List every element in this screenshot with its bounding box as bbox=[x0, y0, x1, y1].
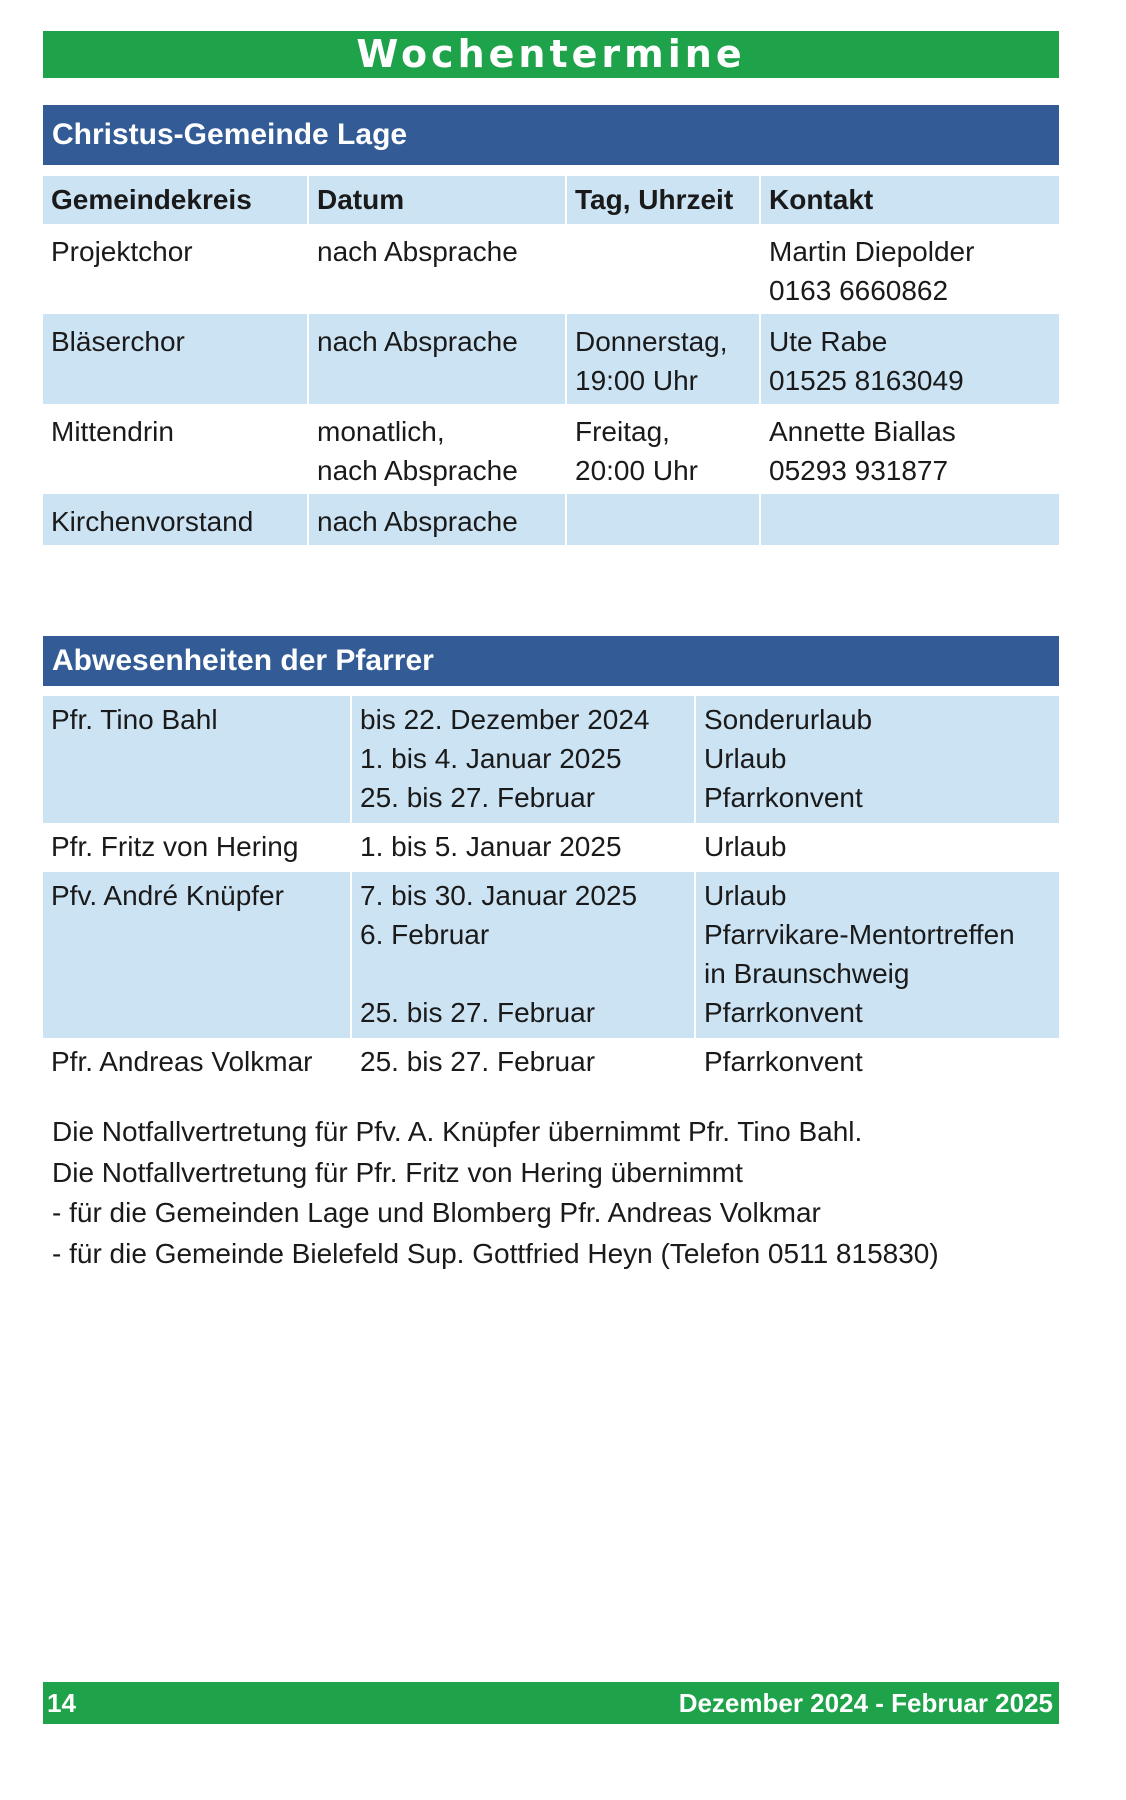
emergency-notes bbox=[52, 1112, 1052, 1274]
table-row bbox=[43, 696, 1059, 823]
page-title: Wochentermine bbox=[356, 32, 746, 76]
date-cell-line: nach Absprache bbox=[317, 326, 518, 357]
page-title-banner bbox=[43, 31, 1059, 78]
absence-dates-cell-line: 1. bis 4. Januar 2025 bbox=[360, 743, 622, 774]
table-row bbox=[43, 494, 1059, 545]
absence-dates-cell-line: 7. bis 30. Januar 2025 bbox=[360, 880, 638, 911]
absence-reason-cell-line: in Braunschweig bbox=[704, 958, 910, 989]
date-cell bbox=[309, 494, 567, 545]
contact-cell-line: 05293 931877 bbox=[769, 455, 949, 486]
table-header-row bbox=[43, 176, 1059, 224]
page-footer bbox=[43, 1682, 1059, 1724]
column-header: Gemeindekreis bbox=[43, 176, 309, 224]
absence-reason-cell bbox=[696, 823, 1059, 872]
absence-reason-cell-line: Urlaub bbox=[704, 880, 787, 911]
absence-dates-cell-line: 1. bis 5. Januar 2025 bbox=[360, 831, 622, 862]
table-row bbox=[43, 224, 1059, 314]
absence-reason-cell-line: Pfarrkonvent bbox=[704, 1046, 863, 1077]
contact-cell-line: Martin Diepolder bbox=[769, 236, 975, 267]
pastor-name-cell: Pfv. André Knüpfer bbox=[43, 872, 352, 1038]
date-cell-line: nach Absprache bbox=[317, 455, 518, 486]
absences-table bbox=[43, 696, 1059, 1087]
issue-period: Dezember 2024 - Februar 2025 bbox=[678, 1688, 1053, 1718]
table-row bbox=[43, 872, 1059, 1038]
pastor-name-cell: Pfr. Fritz von Hering bbox=[43, 823, 352, 872]
date-cell-line: monatlich, bbox=[317, 416, 445, 447]
absence-dates-cell-line: 25. bis 27. Februar bbox=[360, 782, 596, 813]
section-heading-text: Christus-Gemeinde Lage bbox=[52, 118, 408, 151]
contact-cell-line: 01525 8163049 bbox=[769, 365, 964, 396]
section-heading-abwesenheiten bbox=[43, 636, 1059, 686]
contact-cell bbox=[761, 404, 1059, 494]
contact-cell bbox=[761, 224, 1059, 314]
day-time-cell bbox=[567, 314, 761, 404]
absence-dates-cell bbox=[352, 1038, 696, 1087]
day-time-cell-line: Donnerstag, bbox=[575, 326, 728, 357]
absence-reason-cell-line: Urlaub bbox=[704, 743, 787, 774]
date-cell-line: nach Absprache bbox=[317, 236, 518, 267]
date-cell bbox=[309, 404, 567, 494]
day-time-cell-line: 19:00 Uhr bbox=[575, 365, 698, 396]
absence-dates-cell-line: bis 22. Dezember 2024 bbox=[360, 704, 650, 735]
group-name-cell: Kirchenvorstand bbox=[43, 494, 309, 545]
day-time-cell bbox=[567, 224, 761, 314]
pastor-name-cell: Pfr. Andreas Volkmar bbox=[43, 1038, 352, 1087]
page-number: 14 bbox=[47, 1688, 76, 1718]
group-name-cell: Bläserchor bbox=[43, 314, 309, 404]
absence-reason-cell-line: Urlaub bbox=[704, 831, 787, 862]
day-time-cell-line: 20:00 Uhr bbox=[575, 455, 698, 486]
table-row bbox=[43, 823, 1059, 872]
absence-reason-cell-line: Pfarrvikare-Mentortreffen bbox=[704, 919, 1015, 950]
absence-dates-cell bbox=[352, 823, 696, 872]
absence-dates-cell-line bbox=[360, 954, 686, 993]
group-name-cell: Projektchor bbox=[43, 224, 309, 314]
absence-dates-cell bbox=[352, 696, 696, 823]
weekly-events-table bbox=[43, 176, 1059, 545]
day-time-cell bbox=[567, 404, 761, 494]
absence-reason-cell-line: Sonderurlaub bbox=[704, 704, 873, 735]
note-line: Die Notfallvertretung für Pfr. Fritz von Hering übernimmt bbox=[52, 1156, 743, 1188]
column-header: Datum bbox=[309, 176, 567, 224]
pastor-name-cell: Pfr. Tino Bahl bbox=[43, 696, 352, 823]
table-row bbox=[43, 404, 1059, 494]
absence-reason-cell-line: Pfarrkonvent bbox=[704, 997, 863, 1028]
absence-dates-cell-line: 25. bis 27. Februar bbox=[360, 1046, 596, 1077]
absence-reason-cell bbox=[696, 872, 1059, 1038]
note-line: Die Notfallvertretung für Pfv. A. Knüpfer übernimmt Pfr. Tino Bahl. bbox=[52, 1116, 863, 1147]
day-time-cell-line: Freitag, bbox=[575, 416, 670, 447]
column-header: Kontakt bbox=[761, 176, 1059, 224]
date-cell-line: nach Absprache bbox=[317, 506, 518, 537]
contact-cell bbox=[761, 314, 1059, 404]
absence-reason-cell bbox=[696, 1038, 1059, 1087]
absence-reason-cell-line: Pfarrkonvent bbox=[704, 782, 863, 813]
contact-cell-line: Ute Rabe bbox=[769, 326, 888, 357]
group-name-cell: Mittendrin bbox=[43, 404, 309, 494]
section-heading-text: Abwesenheiten der Pfarrer bbox=[52, 644, 434, 677]
contact-cell bbox=[761, 494, 1059, 545]
note-line: - für die Gemeinde Bielefeld Sup. Gottfried Heyn (Telefon 0511 815830) bbox=[52, 1237, 939, 1269]
date-cell bbox=[309, 314, 567, 404]
section-heading-gemeinde bbox=[43, 105, 1059, 165]
table-row bbox=[43, 314, 1059, 404]
column-header: Tag, Uhrzeit bbox=[567, 176, 761, 224]
note-line: - für die Gemeinden Lage und Blomberg Pfr. Andreas Volkmar bbox=[52, 1197, 821, 1228]
table-row bbox=[43, 1038, 1059, 1087]
absence-dates-cell-line: 6. Februar bbox=[360, 919, 490, 950]
day-time-cell bbox=[567, 494, 761, 545]
contact-cell-line: Annette Biallas bbox=[769, 416, 956, 447]
absence-dates-cell bbox=[352, 872, 696, 1038]
date-cell bbox=[309, 224, 567, 314]
absence-dates-cell-line: 25. bis 27. Februar bbox=[360, 997, 596, 1028]
contact-cell-line: 0163 6660862 bbox=[769, 275, 949, 306]
absence-reason-cell bbox=[696, 696, 1059, 823]
